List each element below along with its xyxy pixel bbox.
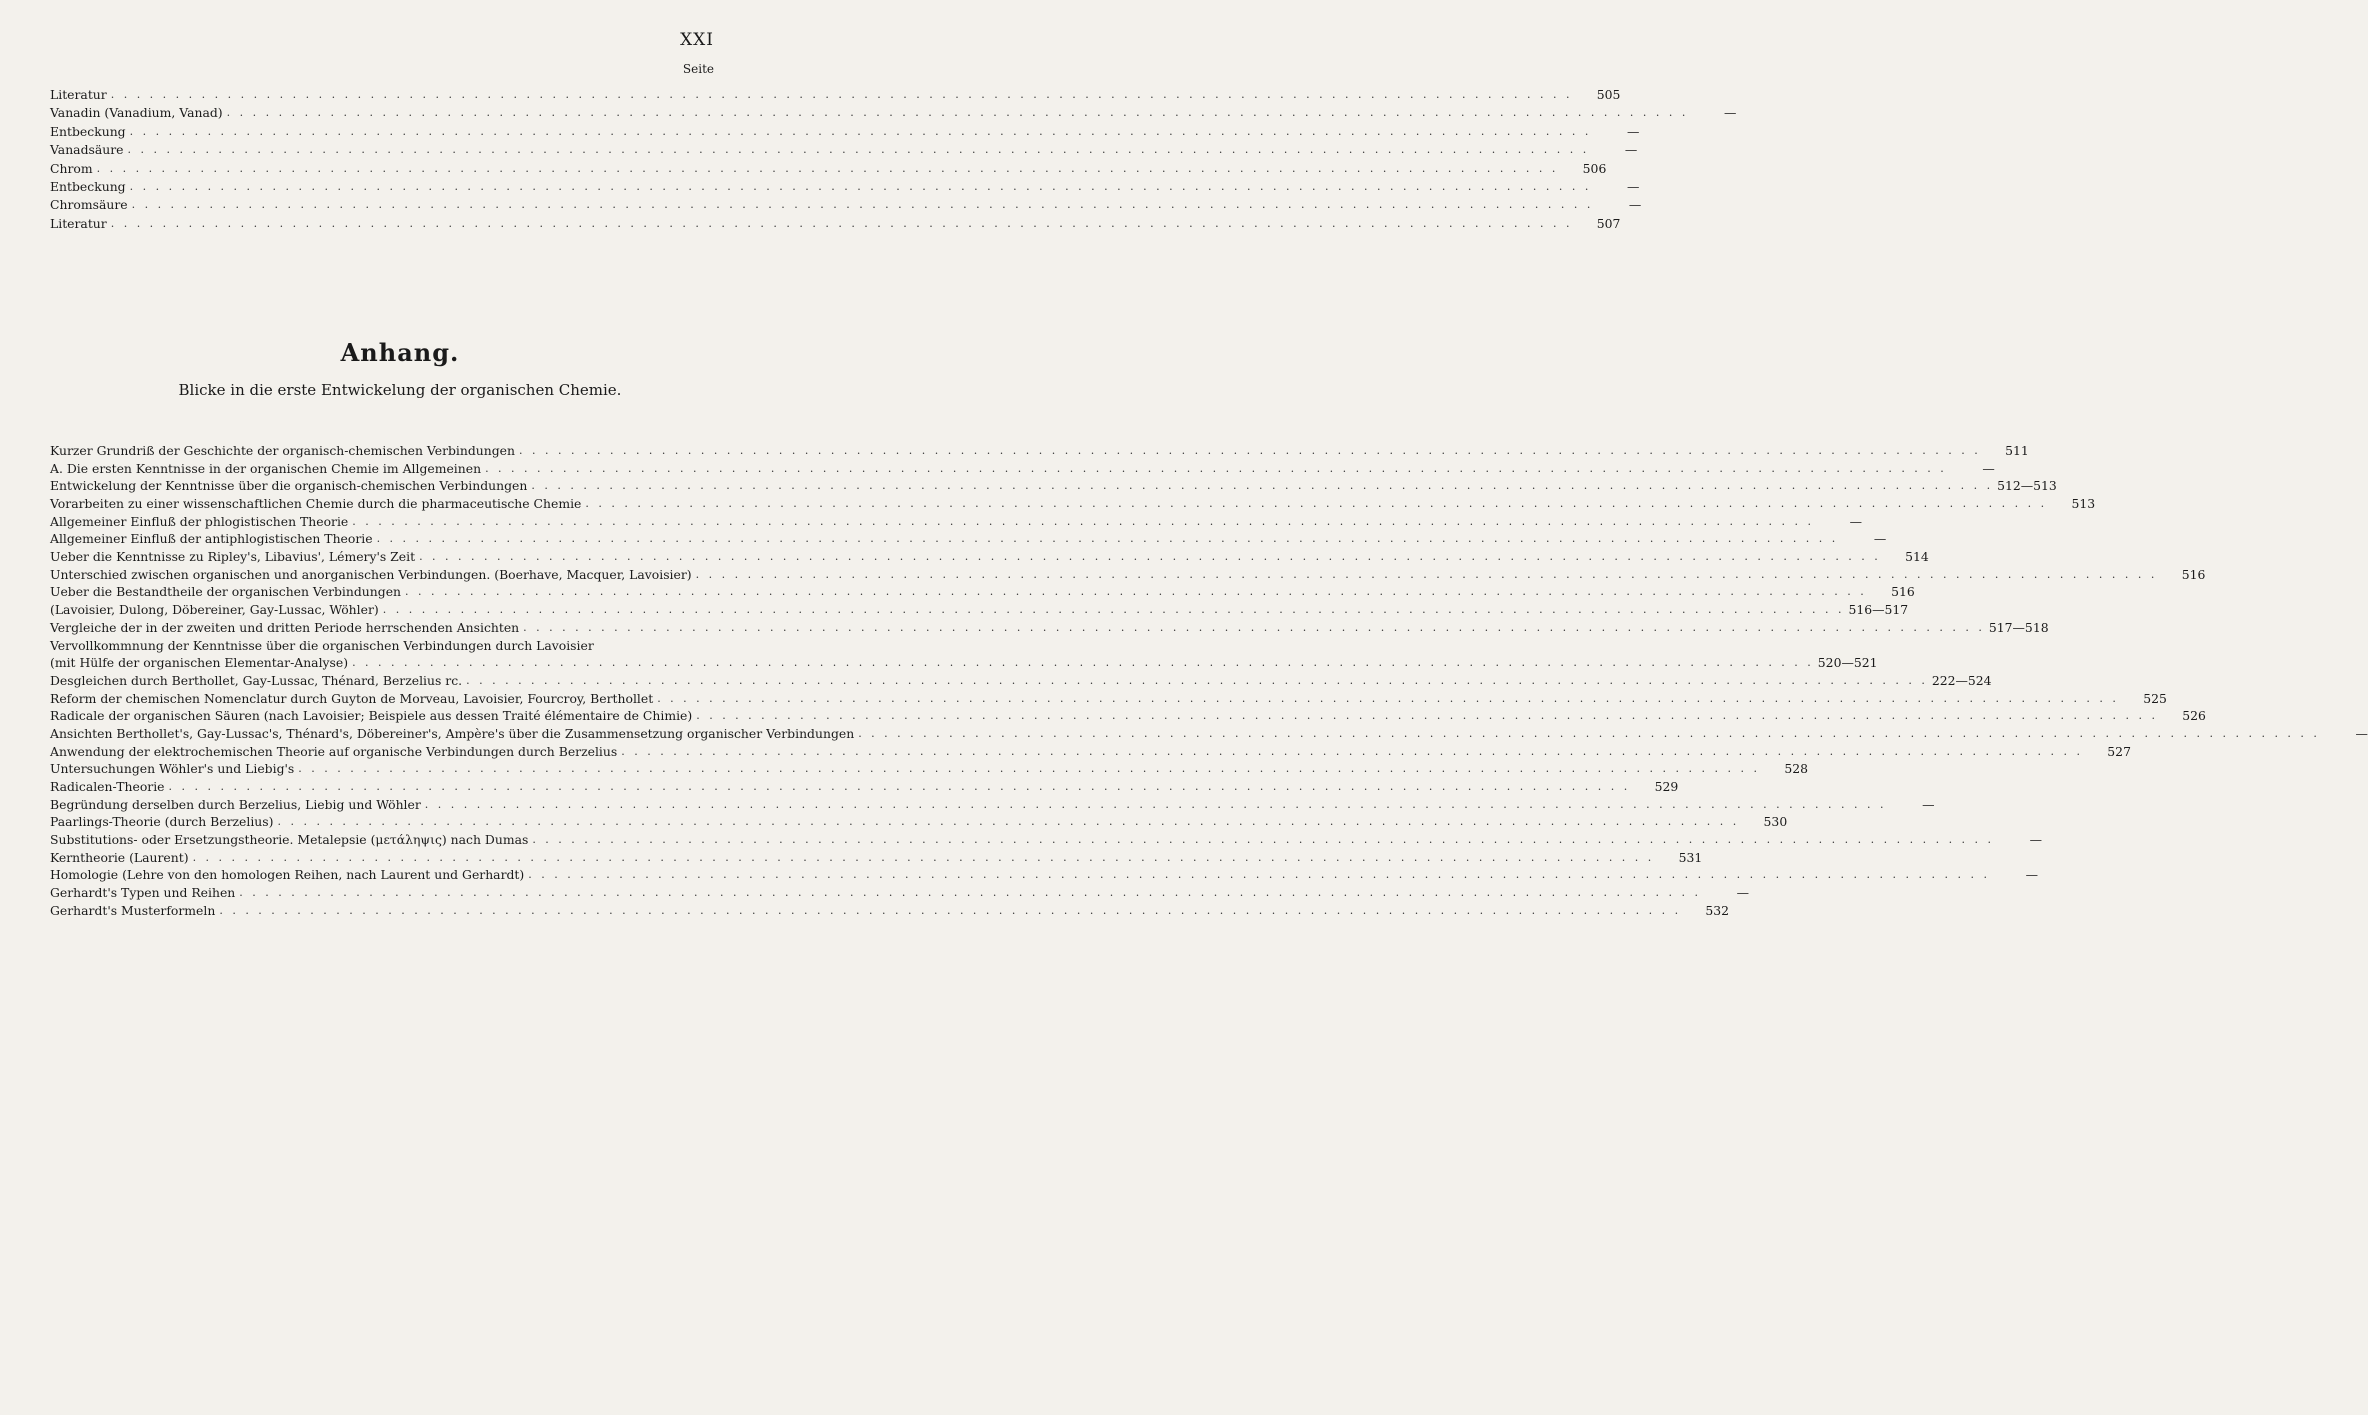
- toc-entry-label: Allgemeiner Einfluß der phlogistischen Theorie: [50, 513, 349, 529]
- toc-entry-label: Homologie (Lehre von den homologen Reihen, nach Laurent und Gerhardt): [50, 867, 525, 883]
- toc-leader: [532, 831, 1994, 849]
- toc-entry-page: —: [1849, 513, 1862, 529]
- toc-entry: [50, 690, 2167, 708]
- toc-entry-page: —: [1624, 142, 1638, 158]
- toc-entry: [50, 813, 1788, 831]
- toc-entry: [50, 619, 2049, 637]
- toc-entry: [50, 831, 2043, 849]
- toc-entry: [50, 672, 1992, 690]
- toc-entry-page: 527: [2107, 743, 2131, 759]
- toc-entry-label: Radicalen-Theorie: [50, 779, 165, 795]
- toc-entry-label: Desgleichen durch Berthollet, Gay-Lussac, Thénard, Berzelius rc.: [50, 672, 463, 688]
- toc-entry-label: Entbeckung: [50, 123, 126, 139]
- toc-entry: [50, 477, 2057, 495]
- toc-leader: [696, 566, 2158, 584]
- toc-leader: [419, 548, 1881, 566]
- toc-entry-label: Entbeckung: [50, 178, 126, 194]
- toc-leader: [585, 495, 2047, 513]
- toc-entry-page: 506: [1582, 160, 1607, 176]
- toc-leader: [277, 813, 1739, 831]
- toc-leader: [696, 707, 2158, 725]
- column-label: Seite: [682, 62, 714, 76]
- toc-leader: [227, 104, 1689, 122]
- toc-leader: [377, 530, 1839, 548]
- toc-entry-label: A. Die ersten Kenntnisse in der organischen Chemie im Allgemeinen: [50, 460, 482, 476]
- toc-leader: [130, 123, 1592, 141]
- toc-entry-label: (Lavoisier, Dulong, Döbereiner, Gay-Lussac, Wöhler): [50, 602, 379, 618]
- toc-entry: [50, 725, 2368, 743]
- toc-entry-page: —: [1736, 885, 1749, 901]
- toc-entry-label: (mit Hülfe der organischen Elementar-Analyse): [50, 655, 349, 671]
- toc-entry-label: Vergleiche der in der zweiten und dritten Periode herrschenden Ansichten: [50, 619, 520, 635]
- section-subtitle: Blicke in die erste Entwickelung der organischen Chemie.: [178, 381, 622, 399]
- toc-entry-page: —: [1723, 105, 1737, 121]
- toc-entry-label: Gerhardt's Musterformeln: [50, 902, 216, 918]
- toc-entry-page: —: [2355, 725, 2368, 741]
- toc-entry: [50, 654, 1878, 672]
- toc-entry: [50, 86, 1621, 104]
- toc-entry-label: Vervollkommnung der Kenntnisse über die organischen Verbindungen durch Lavoisier: [50, 637, 594, 653]
- toc-entry: [50, 460, 1995, 478]
- toc-entry-page: 513: [2071, 496, 2096, 512]
- toc-entry-page: —: [1873, 531, 1887, 547]
- toc-entry-page: —: [1626, 178, 1640, 194]
- toc-entry: [50, 707, 2206, 725]
- toc-entry: [50, 902, 1730, 920]
- toc-leader: [169, 778, 1631, 796]
- toc-entry: [50, 530, 1887, 548]
- section-title: Anhang.: [340, 338, 460, 367]
- toc-entry-label: Anwendung der elektrochemischen Theorie auf organische Verbindungen durch Berzelius: [50, 743, 618, 759]
- toc-entry: [50, 849, 1703, 867]
- toc-entry-page: 530: [1763, 814, 1788, 830]
- toc-entry-page: 532: [1705, 902, 1730, 918]
- toc-entry-page: 517—518: [1988, 619, 2049, 635]
- toc-entry-page: 511: [2005, 442, 2029, 458]
- toc-leader: [193, 849, 1655, 867]
- toc-entry-label: Substitutions- oder Ersetzungstheorie. Metalepsie (μετάληψις) nach Dumas: [50, 832, 529, 848]
- toc-entry: [50, 778, 1679, 796]
- page-number: XXI: [680, 30, 714, 50]
- toc-leader: [528, 866, 1990, 884]
- toc-entry: [50, 442, 2029, 460]
- toc-leader: [657, 690, 2119, 708]
- toc-leader: [383, 601, 1845, 619]
- toc-entry-page: 525: [2143, 690, 2167, 706]
- toc-entry-page: 514: [1905, 549, 1929, 565]
- toc-entry-page: 531: [1678, 849, 1703, 865]
- toc-leader: [531, 477, 1993, 495]
- toc-leader: [405, 583, 1867, 601]
- toc-entry: [50, 196, 1642, 214]
- toc-entry-page: —: [1922, 796, 1935, 812]
- toc-entry-label: Vanadin (Vanadium, Vanad): [50, 105, 223, 121]
- toc-entry-label: Ueber die Bestandtheile der organischen Verbindungen: [50, 584, 402, 600]
- toc-leader: [621, 743, 2083, 761]
- toc-entry-label: Ansichten Berthollet's, Gay-Lussac's, Thénard's, Döbereiner's, Ampère's über die Zusammensetzung organischer Verbindungen: [50, 725, 855, 741]
- toc-leader: [97, 160, 1559, 178]
- toc-entry: [50, 566, 2206, 584]
- toc-entry-page: —: [1628, 197, 1642, 213]
- toc-leader: [219, 902, 1681, 920]
- toc-leader: [352, 654, 1814, 672]
- toc-leader: [425, 796, 1887, 814]
- toc-entry-page: 507: [1596, 215, 1621, 231]
- toc-entry-label: Vanadsäure: [50, 142, 124, 158]
- toc-entry-page: 505: [1596, 86, 1621, 102]
- toc-leader: [858, 725, 2320, 743]
- toc-entry-label: Kerntheorie (Laurent): [50, 849, 189, 865]
- toc-entry-label: Entwickelung der Kenntnisse über die organisch-chemischen Verbindungen: [50, 478, 528, 494]
- toc-leader: [130, 178, 1592, 196]
- toc-entry-label: Reform der chemischen Nomenclatur durch Guyton de Morveau, Lavoisier, Fourcroy, Berthollet: [50, 690, 654, 706]
- toc-leader: [132, 196, 1594, 214]
- toc-entry-label: Literatur: [50, 86, 107, 102]
- toc-entry-page: 516: [1891, 584, 1915, 600]
- toc-entry-label: Untersuchungen Wöhler's und Liebig's: [50, 761, 295, 777]
- toc-entry-page: —: [2029, 832, 2043, 848]
- toc-entry: [50, 160, 1607, 178]
- toc-entry: [50, 104, 1737, 122]
- toc-entry: [50, 178, 1640, 196]
- toc-entry-page: 520—521: [1817, 655, 1878, 671]
- toc-entry-page: 528: [1784, 761, 1808, 777]
- toc-entry-page: 512—513: [1997, 478, 2057, 494]
- toc-entry-label: Radicale der organischen Säuren (nach Lavoisier; Beispiele aus dessen Traité élémentaire de Chimie): [50, 708, 693, 724]
- toc-leader: [111, 215, 1573, 233]
- toc-entry-label: Unterschied zwischen organischen und anorganischen Verbindungen. (Boerhave, Macquer, Lavoisier): [50, 566, 692, 582]
- toc-entry-label: Paarlings-Theorie (durch Berzelius): [50, 814, 274, 830]
- toc-entry: [50, 867, 2038, 885]
- toc-entry-label: Gerhardt's Typen und Reihen: [50, 885, 236, 901]
- toc-entry-label: Allgemeiner Einfluß der antiphlogistischen Theorie: [50, 531, 373, 547]
- toc-leader: [352, 513, 1814, 531]
- toc-top-list: [50, 86, 1737, 233]
- toc-entry: [50, 884, 1749, 902]
- toc-leader: [298, 760, 1760, 778]
- toc-entry: [50, 495, 2096, 513]
- toc-entry-label: Vorarbeiten zu einer wissenschaftlichen Chemie durch die pharmaceutische Chemie: [50, 496, 582, 512]
- toc-entry-label: Chromsäure: [50, 197, 128, 213]
- toc-leader: [485, 460, 1947, 478]
- toc-leader: [519, 442, 1981, 460]
- toc-entry: [50, 584, 1915, 602]
- toc-entry-page: —: [1982, 460, 1995, 476]
- toc-entry-page: 516: [2181, 566, 2206, 582]
- toc-entry-label: Ueber die Kenntnisse zu Ripley's, Libavius', Lémery's Zeit: [50, 549, 416, 565]
- toc-entry-label: Literatur: [50, 215, 107, 231]
- toc-entry: [50, 215, 1621, 233]
- toc-leader: [111, 86, 1573, 104]
- toc-entry: [50, 601, 1909, 619]
- toc-leader: [466, 672, 1928, 690]
- toc-entry: [50, 123, 1640, 141]
- toc-leader: [127, 141, 1589, 159]
- toc-entry-page: 516—517: [1848, 602, 1909, 618]
- toc-entry: [50, 513, 1862, 531]
- toc-entry: [50, 796, 1935, 814]
- toc-entry-page: 222—524: [1931, 672, 1992, 688]
- toc-entry-page: —: [2025, 867, 2038, 883]
- toc-entry-label: Kurzer Grundriß der Geschichte der organisch-chemischen Verbindungen: [50, 442, 515, 458]
- toc-entry: [50, 743, 2131, 761]
- toc-entry: [50, 760, 1808, 778]
- toc-entry-page: 529: [1654, 779, 1679, 795]
- toc-leader: [523, 619, 1985, 637]
- toc-entry: [50, 141, 1638, 159]
- toc-main-list: [50, 442, 2368, 920]
- toc-entry-page: —: [1626, 123, 1640, 139]
- toc-entry: [50, 637, 714, 655]
- toc-leader: [239, 884, 1701, 902]
- toc-entry-label: Begründung derselben durch Berzelius, Liebig und Wöhler: [50, 796, 421, 812]
- toc-entry-page: 526: [2182, 708, 2206, 724]
- toc-entry-label: Chrom: [50, 160, 93, 176]
- toc-entry: [50, 548, 1929, 566]
